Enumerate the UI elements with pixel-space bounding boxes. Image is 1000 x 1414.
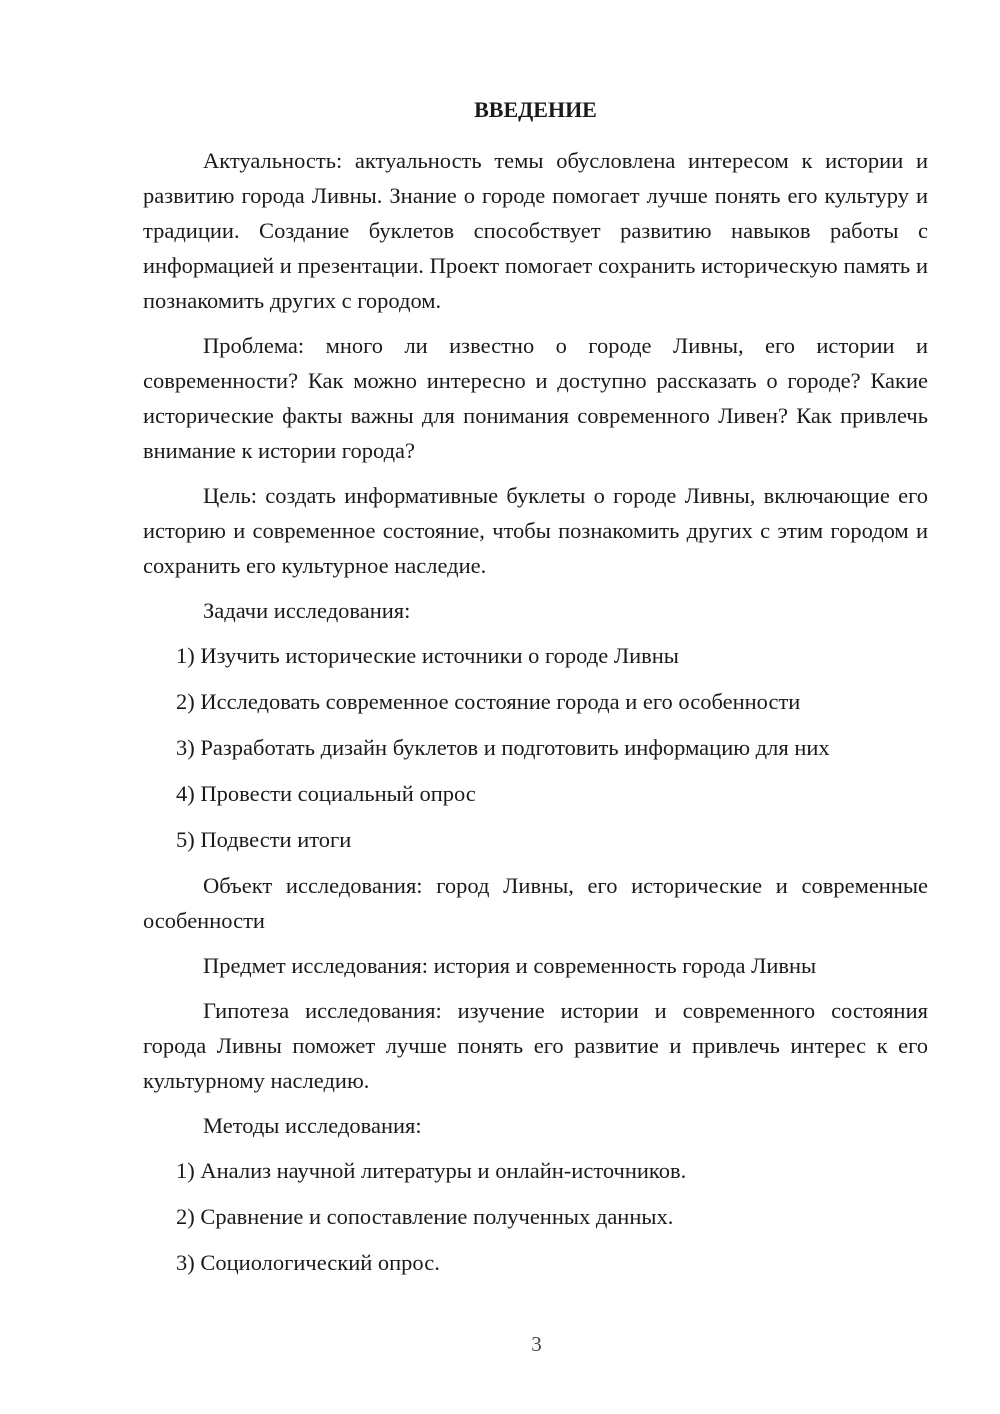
task-item: 2) Исследовать современное состояние города и его особенности (176, 689, 801, 714)
method-item: 2) Сравнение и сопоставление полученных данных. (176, 1204, 674, 1229)
subject-paragraph: Предмет исследования: история и современность города Ливны (203, 953, 817, 978)
task-item: 1) Изучить исторические источники о городе Ливны (176, 643, 679, 668)
section-heading: ВВЕДЕНИЕ (474, 97, 597, 122)
method-item: 1) Анализ научной литературы и онлайн-источников. (176, 1158, 687, 1183)
task-item: 4) Провести социальный опрос (176, 781, 476, 806)
task-item: 5) Подвести итоги (176, 827, 352, 852)
methods-title: Методы исследования: (203, 1113, 422, 1138)
relevance-paragraph: Актуальность: актуальность темы обусловлена интересом к истории и развитию города Ливны. Знание о городе помогает лучше понять его культуру и традиции. Создание буклетов способствует развитию навыков работы с информацией и презентации. Проект помогает сохранить историческую память и познакомить других с городом. (143, 148, 928, 313)
task-item: 3) Разработать дизайн буклетов и подготовить информацию для них (176, 735, 830, 760)
object-paragraph: Объект исследования: город Ливны, его исторические и современные особенности (143, 873, 928, 933)
page-number: 3 (531, 1332, 542, 1356)
hypothesis-paragraph: Гипотеза исследования: изучение истории и современного состояния города Ливны поможет лучше понять его развитие и привлечь интерес к его культурному наследию. (143, 998, 928, 1093)
document-page (143, 92, 928, 1291)
method-item: 3) Социологический опрос. (176, 1250, 440, 1275)
goal-paragraph: Цель: создать информативные буклеты о городе Ливны, включающие его историю и современное состояние, чтобы познакомить других с этим городом и сохранить его культурное наследие. (143, 483, 928, 578)
tasks-title: Задачи исследования: (203, 598, 411, 623)
problem-paragraph: Проблема: много ли известно о городе Ливны, его истории и современности? Как можно интересно и доступно рассказать о городе? Какие исторические факты важны для понимания современного Ливен? Как привлечь внимание к истории города? (143, 333, 928, 463)
